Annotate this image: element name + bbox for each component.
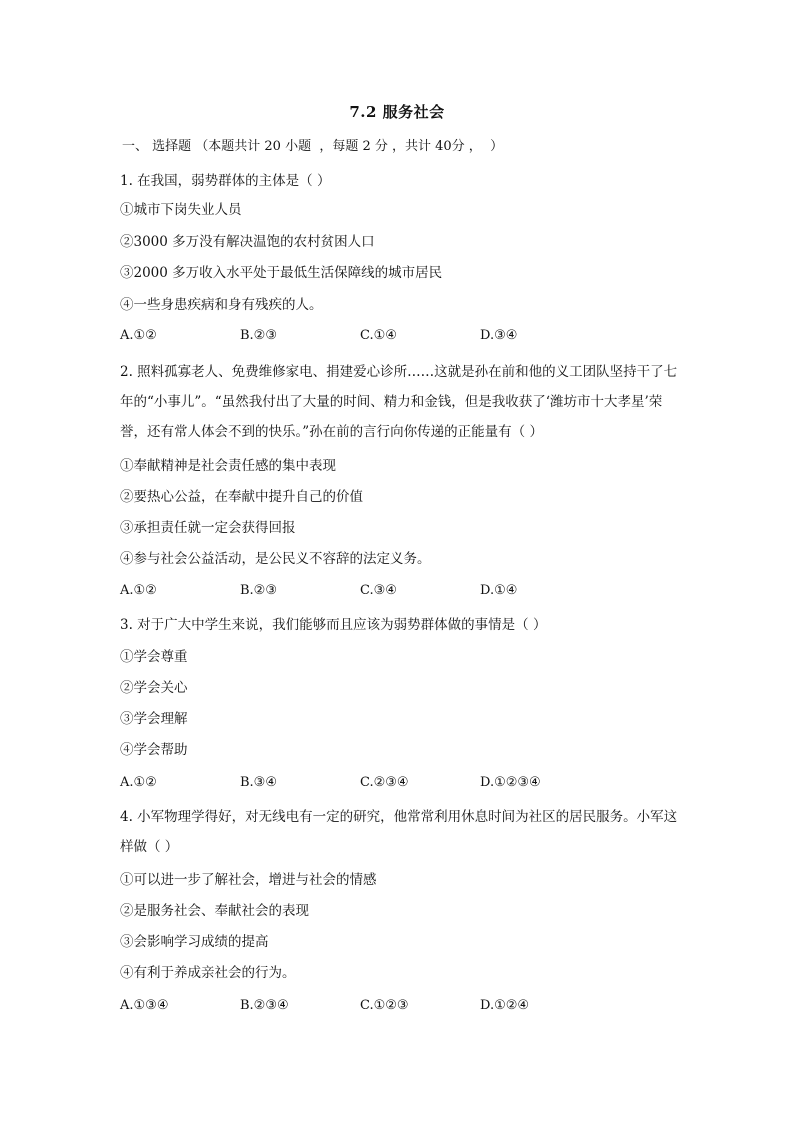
- option-d[interactable]: D.③④: [480, 328, 518, 343]
- question-4-item-2: ②是服务社会、奉献社会的表现: [120, 903, 309, 919]
- option-d[interactable]: D.①②③④: [480, 775, 541, 790]
- option-d[interactable]: D.①④: [480, 583, 518, 598]
- question-3-item-2: ②学会关心: [120, 680, 188, 696]
- option-c[interactable]: C.①②③: [360, 998, 409, 1013]
- option-a[interactable]: A.①②: [120, 775, 157, 790]
- question-4-stem: 4. 小军物理学得好，对无线电有一定的研究，他常常利用休息时间为社区的居民服务。小军这样做（ ）: [120, 809, 678, 855]
- question-3-item-3: ③学会理解: [120, 711, 188, 727]
- question-1-item-1: ①城市下岗失业人员: [120, 202, 242, 218]
- question-1-stem: 1. 在我国，弱势群体的主体是（ ）: [120, 173, 331, 189]
- question-4-item-3: ③会影响学习成绩的提高: [120, 934, 269, 950]
- option-a[interactable]: A.①②: [120, 328, 157, 343]
- question-2-item-4: ④参与社会公益活动，是公民义不容辞的法定义务。: [120, 551, 431, 567]
- option-b[interactable]: B.②③: [240, 583, 277, 598]
- question-2-options: [120, 583, 600, 603]
- question-2-item-2: ②要热心公益，在奉献中提升自己的价值: [120, 489, 363, 505]
- document-title: 7.2 服务社会: [349, 103, 445, 121]
- question-3-stem: 3. 对于广大中学生来说，我们能够而且应该为弱势群体做的事情是（ ）: [120, 617, 547, 633]
- option-c[interactable]: C.②③④: [360, 775, 409, 790]
- question-3-options: [120, 775, 600, 795]
- option-b[interactable]: B.②③④: [240, 998, 289, 1013]
- option-b[interactable]: B.②③: [240, 328, 277, 343]
- question-2-item-3: ③承担责任就一定会获得回报: [120, 520, 296, 536]
- question-3-item-1: ①学会尊重: [120, 649, 188, 665]
- question-3-item-4: ④学会帮助: [120, 742, 188, 758]
- question-1-item-3: ③2000 多万收入水平处于最低生活保障线的城市居民: [120, 265, 443, 281]
- question-4-options: [120, 998, 600, 1018]
- question-2-item-1: ①奉献精神是社会责任感的集中表现: [120, 458, 336, 474]
- question-1-item-2: ②3000 多万没有解决温饱的农村贫困人口: [120, 234, 375, 250]
- option-d[interactable]: D.①②④: [480, 998, 530, 1013]
- option-b[interactable]: B.③④: [240, 775, 277, 790]
- option-a[interactable]: A.①③④: [120, 998, 169, 1013]
- option-c[interactable]: C.①④: [360, 328, 397, 343]
- section-header: 一、 选择题 （本题共计 20 小题 ，每题 2 分 ，共计 40分 ， ）: [122, 139, 504, 154]
- question-4-item-4: ④有利于养成亲社会的行为。: [120, 965, 296, 981]
- question-1-options: [120, 328, 600, 348]
- question-1-item-4: ④一些身患疾病和身有残疾的人。: [120, 297, 323, 313]
- option-c[interactable]: C.③④: [360, 583, 397, 598]
- option-a[interactable]: A.①②: [120, 583, 157, 598]
- question-2-stem: 2. 照料孤寡老人、免费维修家电、捐建爱心诊所……这就是孙在前和他的义工团队坚持干了七年的“小事儿”。“虽然我付出了大量的时间、精力和金钱，但是我收获了‘潍坊市十大孝星’荣誉，还有常人体会不到的快乐。”孙在前的言行向你传递的正能量有（ ）: [120, 364, 678, 440]
- question-4-item-1: ①可以进一步了解社会，增进与社会的情感: [120, 872, 377, 888]
